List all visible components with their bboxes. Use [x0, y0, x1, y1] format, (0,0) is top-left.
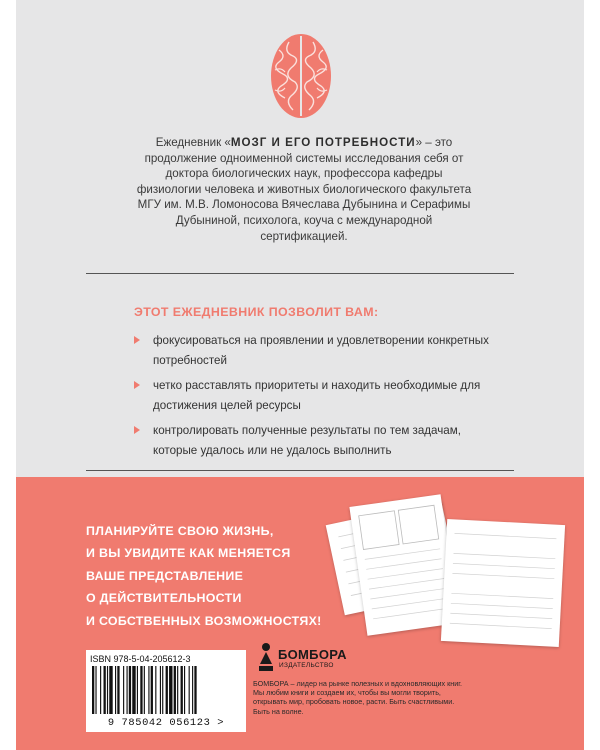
- bombora-logo-icon: [258, 642, 274, 672]
- list-item-text: четко расставлять приоритеты и находить необходимые для достижения целей ресурсы: [153, 379, 481, 412]
- book-back-cover: [16, 0, 584, 750]
- barcode-bar: [117, 666, 119, 714]
- barcode-bar: [109, 666, 112, 714]
- publisher-subtitle: ИЗДАТЕЛЬСТВО: [279, 662, 334, 669]
- list-item: [134, 331, 494, 370]
- barcode-bar: [148, 666, 149, 714]
- slogan-line: И СОБСТВЕННЫХ ВОЗМОЖНОСТЯХ!: [86, 613, 322, 628]
- publisher-name: БОМБОРА: [278, 647, 347, 662]
- list-item-text: фокусироваться на проявлении и удовлетворении конкретных потребностей: [153, 334, 489, 367]
- barcode-bar: [189, 666, 190, 714]
- barcode-bar: [184, 666, 185, 714]
- isbn-label: ISBN 978-5-04-205612-3: [90, 654, 191, 664]
- barcode-bar: [129, 666, 131, 714]
- barcode-bar: [151, 666, 153, 714]
- top-panel: [16, 0, 584, 477]
- barcode-bar: [104, 666, 106, 714]
- barcode-bar: [174, 666, 176, 714]
- intro-paragraph: [134, 135, 474, 244]
- bullet-arrow-icon: [134, 381, 140, 389]
- slogan-line: ВАШЕ ПРЕДСТАВЛЕНИЕ: [86, 568, 244, 583]
- barcode-bar: [166, 666, 168, 714]
- list-item-text: контролировать полученные результаты по тем задачам, которые удалось или не удалось выполнить: [153, 424, 461, 457]
- barcode-bar: [100, 666, 101, 714]
- barcode-bar: [144, 666, 145, 714]
- bullet-arrow-icon: [134, 426, 140, 434]
- benefits-heading: ЭТОТ ЕЖЕДНЕВНИК ПОЗВОЛИТ ВАМ:: [134, 305, 379, 319]
- intro-rest: » – это продолжение одноименной системы исследования себя от доктора биологических наук, профессора кафедры физиологии человека и животных биологического факультета МГУ им. М.В. Ломоносова Вячеслава Дубынина и Серафимы Дубыниной, психолога, коуча с международной сертификацией.: [136, 136, 472, 243]
- divider-top: [86, 273, 514, 274]
- barcode-bar: [169, 666, 172, 714]
- barcode-bar: [162, 666, 163, 714]
- planner-page-right: [441, 519, 565, 647]
- slogan: [86, 520, 326, 632]
- barcode-bar: [132, 666, 135, 714]
- benefits-list: [134, 331, 494, 466]
- publisher-tagline: БОМБОРА – лидер на рынке полезных и вдохновляющих книг. Мы любим книги и создаем их, чтобы вы могли творить, открывать мир, пробовать новое, расти. Быть счастливыми. Быть на волне.: [253, 679, 462, 716]
- barcode-bar: [115, 666, 116, 714]
- barcode-bar: [155, 666, 156, 714]
- barcode-bar: [123, 666, 124, 714]
- barcode-bar: [194, 666, 196, 714]
- slogan-line: ПЛАНИРУЙТЕ СВОЮ ЖИЗНЬ,: [86, 524, 274, 538]
- divider-bottom: [86, 470, 514, 471]
- barcode-bar: [140, 666, 142, 714]
- brain-icon: [255, 30, 347, 122]
- barcode-bar: [107, 666, 108, 714]
- barcode-bar: [192, 666, 193, 714]
- slogan-line: И ВЫ УВИДИТЕ КАК МЕНЯЕТСЯ: [86, 546, 291, 561]
- list-item: [134, 421, 494, 460]
- barcode-bar: [181, 666, 183, 714]
- barcode-bar: [95, 666, 96, 714]
- isbn-barcode-box: [86, 650, 246, 732]
- barcode-bar: [177, 666, 178, 714]
- barcode-bar: [92, 666, 94, 714]
- barcode-bar: [127, 666, 128, 714]
- planner-page-lines: [441, 519, 565, 647]
- isbn-digits: 9 785042 056123 >: [107, 717, 225, 729]
- slogan-line: О ДЕЙСТВИТЕЛЬНОСТИ: [86, 591, 242, 606]
- barcode-icon: [90, 666, 242, 714]
- list-item: [134, 376, 494, 415]
- barcode-bar: [160, 666, 161, 714]
- bullet-arrow-icon: [134, 336, 140, 344]
- intro-title: МОЗГ И ЕГО ПОТРЕБНОСТИ: [230, 136, 416, 149]
- intro-lead: Ежедневник «: [155, 136, 231, 149]
- barcode-bar: [137, 666, 138, 714]
